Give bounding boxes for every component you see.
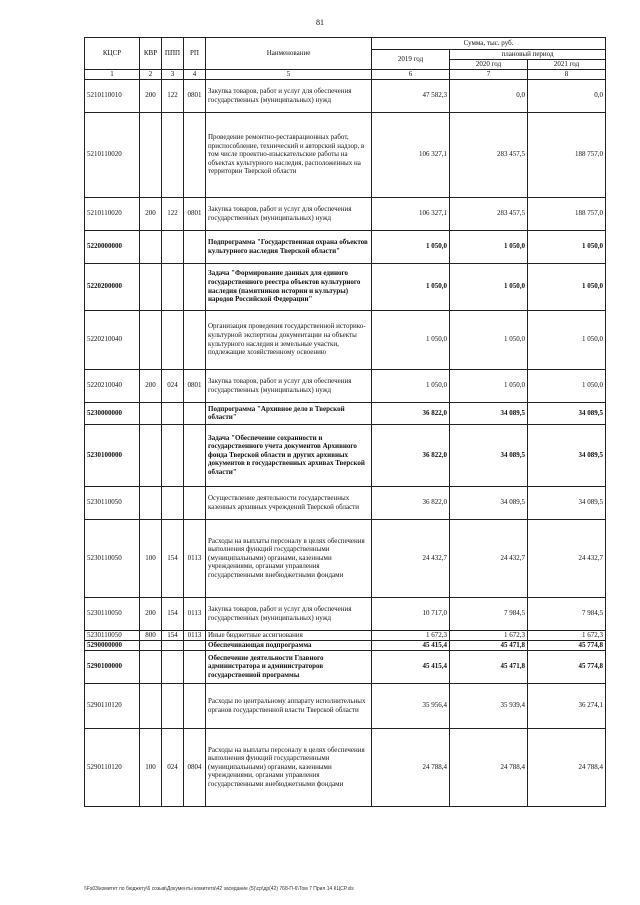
kcsr-cell: 5230100000 [85,424,140,486]
amount-2020-cell: 1 050,0 [450,230,528,263]
ppp-cell [162,402,184,424]
ppp-cell [162,230,184,263]
header-kcsr: КЦСР [85,38,140,70]
column-index-cell: 7 [450,70,528,80]
kvr-cell: 200 [140,197,162,230]
table-row [85,728,606,806]
kvr-cell: 200 [140,597,162,630]
amount-2021-cell: 1 050,0 [528,369,606,402]
ppp-cell: 154 [162,630,184,640]
column-index-cell: 1 [85,70,140,80]
rp-cell [184,263,206,310]
kcsr-cell: 5210110020 [85,112,140,197]
amount-2020-cell: 45 471,8 [450,650,528,683]
amount-2019-cell: 45 415,4 [372,640,450,650]
amount-2019-cell: 1 050,0 [372,263,450,310]
page-number: 81 [316,18,324,27]
kvr-cell: 100 [140,519,162,597]
kvr-cell [140,486,162,519]
table-row [85,630,606,640]
header-name: Наименование [206,38,372,70]
kvr-cell: 200 [140,79,162,112]
kcsr-cell: 5220000000 [85,230,140,263]
table-row [85,310,606,369]
amount-2020-cell: 34 089,5 [450,402,528,424]
table-row [85,683,606,728]
table-row [85,424,606,486]
rp-cell: 0801 [184,369,206,402]
header-2021: 2021 год [528,60,606,70]
ppp-cell: 122 [162,79,184,112]
amount-2021-cell: 7 984,5 [528,597,606,630]
ppp-cell [162,650,184,683]
ppp-cell [162,310,184,369]
kvr-cell [140,402,162,424]
rp-cell [184,424,206,486]
amount-2021-cell: 0,0 [528,79,606,112]
amount-2019-cell: 1 050,0 [372,230,450,263]
ppp-cell: 122 [162,197,184,230]
table-row [85,402,606,424]
amount-2019-cell: 10 717,0 [372,597,450,630]
kcsr-cell: 5230110050 [85,630,140,640]
kcsr-cell: 5290100000 [85,650,140,683]
rp-cell [184,112,206,197]
amount-2019-cell: 1 050,0 [372,369,450,402]
amount-2021-cell: 1 672,3 [528,630,606,640]
column-index-cell: 4 [184,70,206,80]
kvr-cell [140,424,162,486]
ppp-cell [162,486,184,519]
amount-2019-cell: 45 415,4 [372,650,450,683]
amount-2019-cell: 36 822,0 [372,402,450,424]
name-cell: Закупка товаров, работ и услуг для обеспечения государственных (муниципальных) нужд [206,79,372,112]
column-index-row [85,70,606,80]
name-cell: Обеспечивающая подпрограмма [206,640,372,650]
header-2019: 2019 год [372,50,450,70]
amount-2021-cell: 34 089,5 [528,402,606,424]
kvr-cell [140,640,162,650]
name-cell: Расходы по центральному аппарату исполнительных органов государственной власти Тверской области [206,683,372,728]
kvr-cell [140,112,162,197]
amount-2020-cell: 34 089,5 [450,486,528,519]
header-kvr: КВР [140,38,162,70]
amount-2019-cell: 36 822,0 [372,424,450,486]
amount-2021-cell: 1 050,0 [528,263,606,310]
name-cell: Проведение ремонтно-реставрационных работ, приспособление, технический и авторский надзор, в том числе проектно-изыскательские работы на объектах культурного наследия, расположенных на территории Тверской области [206,112,372,197]
table-row [85,112,606,197]
rp-cell [184,230,206,263]
ppp-cell: 154 [162,519,184,597]
kvr-cell [140,683,162,728]
amount-2021-cell: 1 050,0 [528,230,606,263]
ppp-cell: 154 [162,597,184,630]
kcsr-cell: 5290000000 [85,640,140,650]
kcsr-cell: 5290110120 [85,728,140,806]
column-index-cell: 3 [162,70,184,80]
kcsr-cell: 5230000000 [85,402,140,424]
table-row [85,597,606,630]
amount-2020-cell: 283 457,5 [450,112,528,197]
table-row [85,263,606,310]
kcsr-cell: 5230110050 [85,597,140,630]
table-row [85,369,606,402]
name-cell: Организация проведения государственной историко-культурной экспертизы документации на объекты культурного наследия и земельные участки, подлежащие хозяйственному освоению [206,310,372,369]
rp-cell: 0804 [184,728,206,806]
kvr-cell: 800 [140,630,162,640]
footer-file-path: \\Fs03\комитет по бюджету\6 созыв\Документы комитета\42 заседание (5)\ср\др(42) 768-П-6\Том 7 Прил 14 КЦСР.xls [84,886,354,892]
table-row [85,197,606,230]
rp-cell: 0113 [184,630,206,640]
ppp-cell [162,683,184,728]
table-row [85,640,606,650]
kvr-cell [140,310,162,369]
amount-2021-cell: 188 757,0 [528,112,606,197]
name-cell: Осуществление деятельности государственных казенных архивных учреждений Тверской области [206,486,372,519]
kcsr-cell: 5290110120 [85,683,140,728]
amount-2021-cell: 34 089,5 [528,424,606,486]
amount-2019-cell: 47 582,3 [372,79,450,112]
amount-2020-cell: 1 050,0 [450,263,528,310]
kcsr-cell: 5210110020 [85,197,140,230]
amount-2020-cell: 35 939,4 [450,683,528,728]
table-row [85,519,606,597]
ppp-cell: 024 [162,728,184,806]
header-2020: 2020 год [450,60,528,70]
rp-cell [184,683,206,728]
kvr-cell [140,230,162,263]
kvr-cell: 200 [140,369,162,402]
rp-cell [184,310,206,369]
amount-2019-cell: 106 327,1 [372,112,450,197]
amount-2021-cell: 188 757,0 [528,197,606,230]
column-index-cell: 5 [206,70,372,80]
name-cell: Задача "Обеспечение сохранности и государственного учета документов Архивного фонда Тверской области и других архивных документов в государственных архивах Тверской области" [206,424,372,486]
amount-2021-cell: 24 432,7 [528,519,606,597]
amount-2021-cell: 34 089,5 [528,486,606,519]
amount-2019-cell: 24 432,7 [372,519,450,597]
rp-cell: 0801 [184,197,206,230]
name-cell: Подпрограмма "Государственная охрана объектов культурного наследия Тверской области" [206,230,372,263]
amount-2020-cell: 1 672,3 [450,630,528,640]
amount-2019-cell: 106 327,1 [372,197,450,230]
header-ppp: ППП [162,38,184,70]
ppp-cell [162,112,184,197]
name-cell: Расходы на выплаты персоналу в целях обеспечения выполнения функций государственными (муниципальными) органами, казенными учреждениями, органами управления государственными внебюджетными фондами [206,519,372,597]
rp-cell [184,640,206,650]
amount-2021-cell: 36 274,1 [528,683,606,728]
budget-table [84,37,606,807]
ppp-cell [162,424,184,486]
amount-2020-cell: 45 471,8 [450,640,528,650]
name-cell: Обеспечение деятельности Главного администратора и администраторов государственной программы [206,650,372,683]
name-cell: Закупка товаров, работ и услуг для обеспечения государственных (муниципальных) нужд [206,369,372,402]
table-row [85,486,606,519]
amount-2019-cell: 1 050,0 [372,310,450,369]
column-index-cell: 2 [140,70,162,80]
table-row [85,650,606,683]
column-index-cell: 6 [372,70,450,80]
kcsr-cell: 5230110050 [85,519,140,597]
amount-2019-cell: 35 956,4 [372,683,450,728]
amount-2020-cell: 283 457,5 [450,197,528,230]
name-cell: Подпрограмма "Архивное дело в Тверской области" [206,402,372,424]
kcsr-cell: 5220210040 [85,369,140,402]
name-cell: Закупка товаров, работ и услуг для обеспечения государственных (муниципальных) нужд [206,597,372,630]
ppp-cell: 024 [162,369,184,402]
name-cell: Закупка товаров, работ и услуг для обеспечения государственных (муниципальных) нужд [206,197,372,230]
rp-cell [184,402,206,424]
amount-2019-cell: 36 822,0 [372,486,450,519]
ppp-cell [162,640,184,650]
amount-2019-cell: 24 788,4 [372,728,450,806]
name-cell: Иные бюджетные ассигнования [206,630,372,640]
name-cell: Расходы на выплаты персоналу в целях обеспечения выполнения функций государственными (муниципальными) органами, казенными учреждениями, органами управления государственными внебюджетными фондами [206,728,372,806]
amount-2020-cell: 1 050,0 [450,369,528,402]
amount-2020-cell: 24 788,4 [450,728,528,806]
table-row [85,79,606,112]
amount-2021-cell: 45 774,8 [528,640,606,650]
amount-2020-cell: 7 984,5 [450,597,528,630]
header-planned: плановый период [450,50,606,60]
rp-cell: 0113 [184,519,206,597]
amount-2019-cell: 1 672,3 [372,630,450,640]
kcsr-cell: 5210110010 [85,79,140,112]
rp-cell: 0113 [184,597,206,630]
rp-cell [184,486,206,519]
amount-2020-cell: 34 089,5 [450,424,528,486]
amount-2020-cell: 0,0 [450,79,528,112]
kcsr-cell: 5230110050 [85,486,140,519]
kvr-cell: 100 [140,728,162,806]
amount-2020-cell: 24 432,7 [450,519,528,597]
amount-2021-cell: 24 788,4 [528,728,606,806]
column-index-cell: 8 [528,70,606,80]
kvr-cell [140,263,162,310]
kcsr-cell: 5220200000 [85,263,140,310]
kvr-cell [140,650,162,683]
table-row [85,230,606,263]
amount-2021-cell: 1 050,0 [528,310,606,369]
kcsr-cell: 5220210040 [85,310,140,369]
ppp-cell [162,263,184,310]
rp-cell [184,650,206,683]
header-sum: Сумма, тыс. руб. [372,38,606,50]
amount-2021-cell: 45 774,8 [528,650,606,683]
header-rp: РП [184,38,206,70]
name-cell: Задача "Формирование данных для единого государственного реестра объектов культурного наследия (памятников истории и культуры) народов Российской Федерации" [206,263,372,310]
amount-2020-cell: 1 050,0 [450,310,528,369]
rp-cell: 0801 [184,79,206,112]
